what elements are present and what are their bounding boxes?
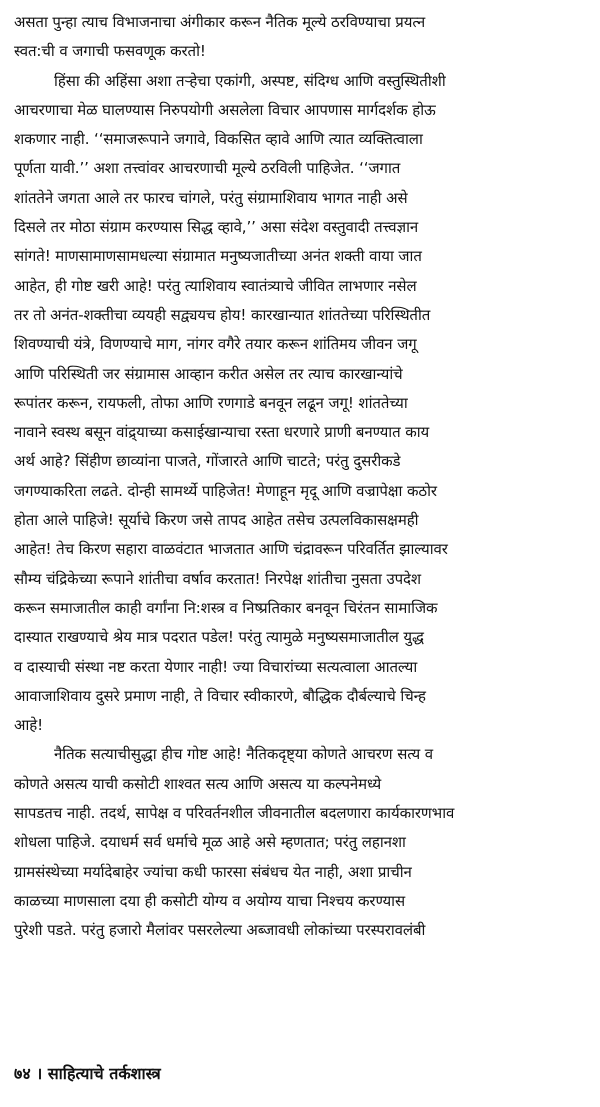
text-line: आहेत! तेच किरण सहारा वाळवंटात भाजतात आणि चंद्रावरून परिवर्तित झाल्यावर xyxy=(14,540,448,559)
text-line: शोधला पाहिजे. दयाधर्म सर्व धर्माचे मूळ आहे असे म्हणतात; परंतु लहानशा xyxy=(14,833,406,852)
text-line: आहेत, ही गोष्ट खरी आहे! परंतु त्याशिवाय स्वातंत्र्याचे जीवित लाभणार नसेल xyxy=(14,276,417,295)
paragraph xyxy=(14,67,586,741)
page-footer: ७४ । साहित्याचे तर्कशास्त्र xyxy=(14,1064,161,1083)
text-line: आणि परिस्थिती जर संग्रामास आव्हान करीत असेल तर त्याच कारखान्यांचे xyxy=(14,364,403,383)
text-line: करून समाजातील काही वर्गांना नि:शस्त्र व निष्प्रतिकार बनवून चिरंतन सामाजिक xyxy=(14,598,438,617)
text-line: पुरेशी पडते. परंतु हजारो मैलांवर पसरलेल्या अब्जावधी लोकांच्या परस्परावलंबी xyxy=(14,921,426,940)
text-line: तर तो अनंत-शक्तीचा व्ययही सद्व्ययच होय! कारखान्यात शांततेच्या परिस्थितीत xyxy=(14,305,431,324)
text-line: शकणार नाही. ‘‘समाजरूपाने जगावे, विकसित व्हावे आणि त्यात व्यक्तित्वाला xyxy=(14,130,423,149)
text-line: नावाने स्वस्थ बसून वांद्र्याच्या कसाईखान्याचा रस्ता धरणारे प्राणी बनण्यात काय xyxy=(14,423,430,442)
text-line: आवाजाशिवाय दुसरे प्रमाण नाही, ते विचार स्वीकारणे, बौद्धिक दौर्बल्याचे चिन्ह xyxy=(14,686,426,705)
text-line: दास्यात राखण्याचे श्रेय मात्र पदरात पडेल! परंतु त्यामुळे मनुष्यसमाजातील युद्ध xyxy=(14,628,424,647)
text-line: अर्थ आहे? सिंहीण छाव्यांना पाजते, गोंजारते आणि चाटते; परंतु दुसरीकडे xyxy=(14,452,401,471)
text-line: शांततेने जगता आले तर फारच चांगले, परंतु संग्रामाशिवाय भागत नाही असे xyxy=(14,188,408,207)
text-line: हिंसा की अहिंसा अशा तऱ्हेचा एकांगी, अस्पष्ट, संदिग्ध आणि वस्तुस्थितीशी xyxy=(54,71,446,90)
text-line: पूर्णता यावी.’’ अशा तत्त्वांवर आचरणाची मूल्ये ठरविली पाहिजेत. ‘‘जगात xyxy=(14,159,401,178)
text-line: असता पुन्हा त्याच विभाजनाचा अंगीकार करून नैतिक मूल्ये ठरविण्याचा प्रयत्न xyxy=(14,13,426,31)
text-line: शिवण्याची यंत्रे, विणण्याचे माग, नांगर वगैरे तयार करून शांतिमय जीवन जगू xyxy=(14,335,417,354)
text-line: नैतिक सत्याचीसुद्धा हीच गोष्ट आहे! नैतिकदृष्ट्या कोणते आचरण सत्य व xyxy=(54,745,434,764)
text-line: ग्रामसंस्थेच्या मर्यादेबाहेर ज्यांचा कधी फारसा संबंधच येत नाही, अशा प्राचीन xyxy=(14,862,412,881)
text-line: आचरणाचा मेळ घालण्यास निरुपयोगी असलेला विचार आपणास मार्गदर्शक होऊ xyxy=(14,100,436,119)
text-line: जगण्याकरिता लढते. दोन्ही सामर्थ्ये पाहिजेत! मेणाहून मृदू आणि वज्रापेक्षा कठोर xyxy=(14,481,437,500)
text-line: सापडतच नाही. तदर्थ, सापेक्ष व परिवर्तनशील जीवनातील बदलणारा कार्यकारणभाव xyxy=(14,804,455,823)
text-line: व दास्याची संस्था नष्ट करता येणार नाही! ज्या विचारांच्या सत्यत्वाला आतल्या xyxy=(14,657,418,676)
text-line: सांगते! माणसामाणसामधल्या संग्रामात मनुष्यजातीच्या अनंत शक्ती वाया जात xyxy=(14,247,422,266)
paragraph xyxy=(14,8,586,67)
text-line: सौम्य चंद्रिकेच्या रूपाने शांतीचा वर्षाव करतात! निरपेक्ष शांतीचा नुसता उपदेश xyxy=(14,569,421,588)
text-line: दिसले तर मोठा संग्राम करण्यास सिद्ध व्हावे,’’ असा संदेश वस्तुवादी तत्त्वज्ञान xyxy=(14,218,419,237)
text-line: रूपांतर करून, रायफली, तोफा आणि रणगाडे बनवून लढून जगू! शांततेच्या xyxy=(14,393,408,412)
paragraph xyxy=(14,740,586,945)
text-line: स्वत:ची व जगाची फसवणूक करतो! xyxy=(14,42,206,61)
text-line: होता आले पाहिजे! सूर्याचे किरण जसे तापद आहेत तसेच उत्पलविकासक्षमही xyxy=(14,511,419,530)
text-line: काळच्या माणसाला दया ही कसोटी योग्य व अयोग्य याचा निश्चय करण्यास xyxy=(14,891,405,910)
text-line: कोणते असत्य याची कसोटी शाश्वत सत्य आणि असत्य या कल्पनेमध्ये xyxy=(14,774,382,793)
text-line: आहे! xyxy=(14,716,44,735)
